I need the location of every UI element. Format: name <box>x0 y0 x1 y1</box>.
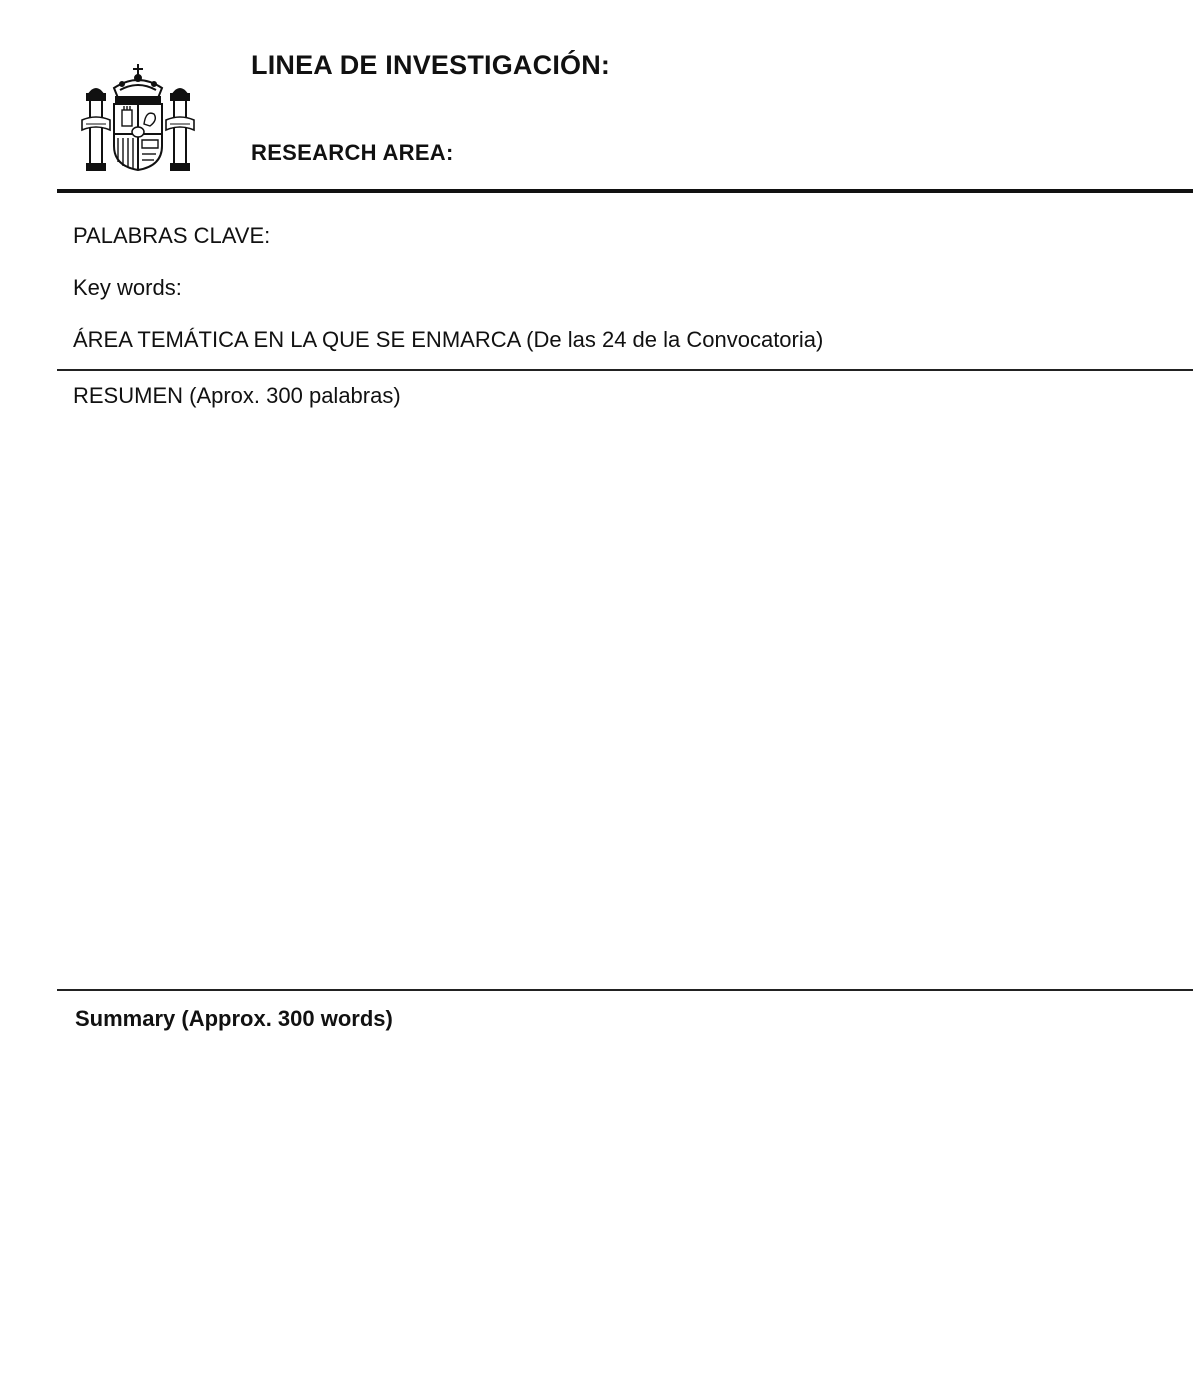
research-line-title: LINEA DE INVESTIGACIÓN: <box>251 50 611 80</box>
summary-en-label: Summary (Approx. 300 words) <box>75 1006 393 1031</box>
thematic-area-label: ÁREA TEMÁTICA EN LA QUE SE ENMARCA (De las 24 de la Convocatoria) <box>73 327 824 352</box>
keywords-en-label: Key words: <box>73 275 182 300</box>
research-area-title: RESEARCH AREA: <box>251 140 454 165</box>
section-divider <box>57 989 1193 991</box>
section-divider <box>57 369 1193 371</box>
coat-of-arms-logo-icon <box>76 54 200 178</box>
summary-es-label: RESUMEN (Aprox. 300 palabras) <box>73 383 401 408</box>
header-divider <box>57 189 1193 193</box>
keywords-es-label: PALABRAS CLAVE: <box>73 223 271 248</box>
